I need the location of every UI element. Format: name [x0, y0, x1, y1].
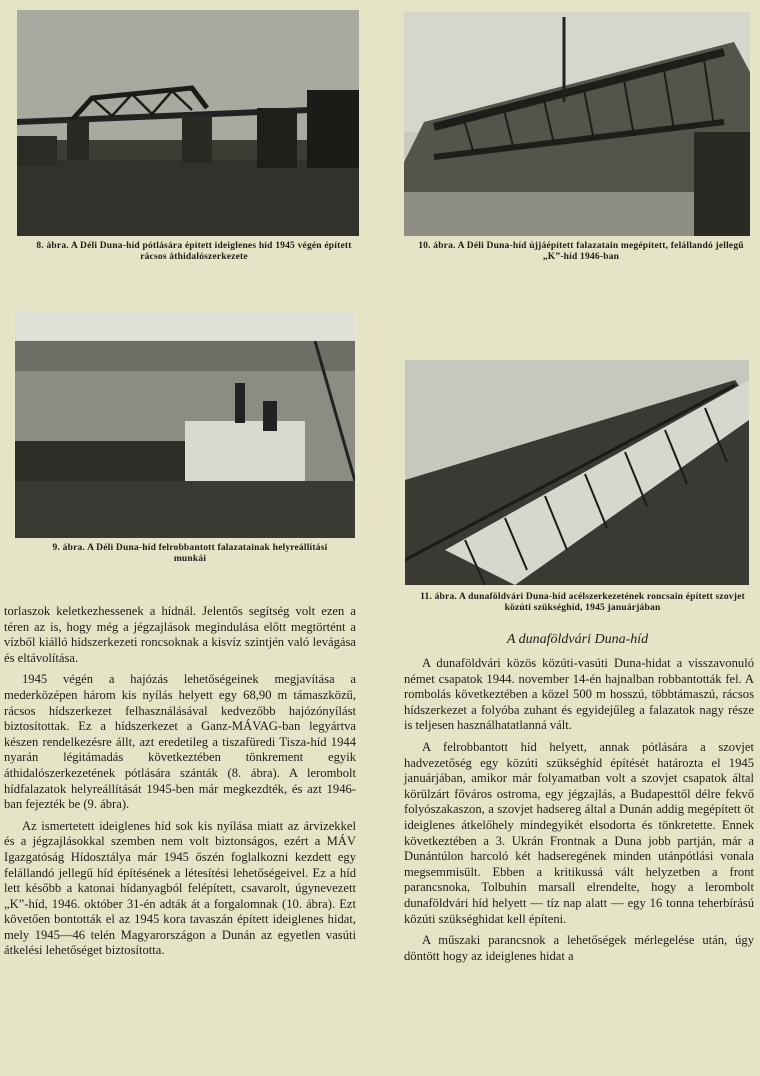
- section-title: A dunaföldvári Duna-híd: [506, 632, 649, 647]
- left-paragraph-3: Az ismertetett ideiglenes híd sok kis nyílása miatt az árvizekkel és a jégzajlásokkal szemben nem volt biztonságos, ezért a MÁV Igazgatóság Hídosztálya már 1945 őszén foglalkozni kezdett egy felállandó jellegű híd építésének a létesítési lehetőségeivel. Ez a híd lett később a katonai hídanyagból felépített, csavarolt, úgynevezett „K”-híd, 1946. október 31-én adták át a forgalomnak (10. ábra). Ezt követően bontották el az 1945 kora tavaszán épített ideiglenes hidat, mely 1945—46 telén Magyarországon a Dunán az egyetlen vasúti átkelési lehetőséget biztosította.: [4, 818, 356, 958]
- left-paragraph-2: 1945 végén a hajózás lehetőségeinek megjavítása a mederközépen három kis nyílás helyett egy 68,90 m támaszközű, rácsos hídszerkezet felhasználásával kedvezőbb hajózónyílást biztosítottak. Ez a hídszerkezet a Ganz-MÁVAG-ban legyártva készen rendelkezésre állt, azt eredetileg a tiszafüredi Tisza-híd 1944 nyarán légitámadás következtében tönkrement egyik áthidalószerkezetének pótlására szánták (8. ábra). A lerombolt hídfalazatok helyreállítását 1945-ben már megkezdték, és azt 1946-ban fejezték be (9. ábra).: [4, 672, 356, 812]
- left-text-column: [4, 604, 356, 959]
- figure-11-photo: [405, 360, 749, 585]
- figure-11-caption: 11. ábra. A dunaföldvári Duna-híd acélszerkezetének roncsain épített szovjet közúti szükséghíd, 1945 januárjában: [420, 592, 745, 613]
- left-paragraph-1: torlaszok keletkezhessenek a hídnál. Jelentős segítség volt ezen a téren az is, hogy még a jégzajlások megindulása előtt megtörtént a vízből kiálló hídszerkezeti roncsoknak a kisvíz szintjén való levágása és eltávolítása.: [4, 604, 356, 665]
- figure-8-photo: [17, 10, 359, 236]
- figure-8-caption: 8. ábra. A Déli Duna-híd pótlására épített ideiglenes híd 1945 végén épített rácsos áthidalószerkezete: [36, 241, 352, 262]
- figure-9-photo: [15, 311, 355, 538]
- right-paragraph-1: A dunaföldvári közös közúti-vasúti Duna-hidat a visszavonuló német csapatok 1944. november 14-én hajnalban robbantották fel. A rombolás következtében a közel 500 m hosszú, többtámaszú, rácsos hídszerkezet a folyóba zuhant és egyidejűleg a falazatok nagy része is teljesen használhatatlanná vált.: [404, 656, 754, 733]
- figure-10-photo: [404, 12, 750, 236]
- right-paragraph-2: A felrobbantott híd helyett, annak pótlására a szovjet hadvezetőség egy közúti szükséghíd építését határozta el 1945 januárjában, amikor már folyamatban volt a szovjet csapatok által körülzárt főváros ostroma, egy jégzajlás, a Budapesttől délre fekvő folyószakaszon, a szovjet hadsereg által a Dunán addig megépített öt ideiglenes átkelőhely mindegyikét elsodorta és tönkretette. Ennek következtében a 3. Ukrán Frontnak a Duna jobb partján, már a Dunántúlon harcoló két hadseregének minden utánpótlási vonala megsemmisült. Ebben a kritikussá vált helyzetben a front parancsnoka, Tolbuhin marsall elrendelte, hogy a lerombolt dunaföldvári híd helyett — tíz nap alatt — egy 16 tonna teherbírású közúti szükséghidat kell építeni.: [404, 739, 754, 926]
- figure-10-caption: 10. ábra. A Déli Duna-híd újjáépített falazatain megépített, felállandó jellegű „K”-híd 1946-ban: [418, 241, 744, 262]
- right-paragraph-3: A műszaki parancsnok a lehetőségek mérlegelése után, úgy döntött hogy az ideiglenes hidat a: [404, 933, 754, 963]
- figure-9-caption: 9. ábra. A Déli Duna-híd felrobbantott falazatainak helyreállítási munkái: [52, 543, 328, 564]
- right-text-column: [404, 656, 754, 964]
